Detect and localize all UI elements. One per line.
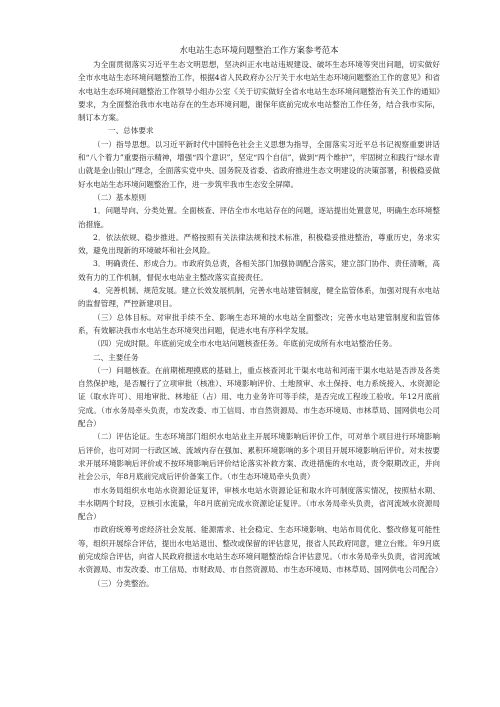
principle-4-paragraph: 4．完善机制、规范发展。建立长效发展机制，完善水电站建管制度，健全监管体系，加强对现有水电站的监督管理，严控新建项目。 bbox=[78, 286, 440, 309]
principle-2-paragraph: 2．依法依规、稳步推进。严格按照有关法律法规和技术标准，积极稳妥推进整治，尊重历史，务求实效，避免出现新的环境破坏和社会风险。 bbox=[78, 232, 440, 256]
section-heading-main-tasks: 二、主要任务 bbox=[93, 352, 139, 362]
principle-1-paragraph: 1．问题导向、分类处置。全面核查、评估全市水电站存在的问题，逐站提出处置意见，明确生态环境整治措施。 bbox=[78, 206, 440, 229]
comprehensive-assessment-paragraph: 市政府统筹考虑经济社会发展、能源需求、社会稳定、生态环境影响、电站布局优化、整改修复可能性等，组织开展综合评估，提出水电站退出、整改或保留的评估意见，报省人民政府同意，建立台账。年9月底前完成综合评估，向省人民政府报送水电站生态环境问题整治综合评估意见。（市水务局牵头负责，省河流域水资源局、市发改委、市工信局、市财政局、市自然资源局、市生态环境局、市林草局、国网供电公司配合） bbox=[78, 525, 443, 575]
overall-goal-paragraph: （三）总体目标。对审批手续不全、影响生态环境的水电站全面整改；完善水电站建管制度和监管体系，有效解决我市水电站生态环境突出问题，促进水电有序科学发展。 bbox=[78, 312, 440, 335]
section-heading-general-requirements: 一、总体要求 bbox=[108, 126, 154, 136]
deadline-paragraph: （四）完成时限。年底前完成全市水电站问题核查任务。年底前完成所有水电站整治任务。 bbox=[93, 339, 397, 349]
guiding-ideology-paragraph: （一）指导思想。以习近平新时代中国特色社会主义思想为指导，全面落实习近平总书记视察重要讲话和“八个着力”重要指示精神，增强“四个意识”，坚定“四个自信”，做到“两个维护”，牢固树立和践行“绿水青山就是金山银山”理念，全面落实党中央、国务院及省委、省政府推进生态文明建设的决策部署，积极稳妥做好水电站生态环境问题整治工作，进一步筑牢我市生态安全屏障。 bbox=[78, 139, 440, 189]
evaluation-paragraph: （二）评估论证。生态环境部门组织水电站业主开展环境影响后评价工作，可对单个项目进行环境影响后评价，也可对同一行政区域、流域内存在强加、累积环境影响的多个项目开展环境影响后评价。对未按要求开展环境影响后评价或不按环境影响后评价结论落实补救方案、改进措施的水电站，责令限期改正，并向社会公示，年8月底前完成后评价备案工作。（市生态环境局牵头负责） bbox=[78, 432, 440, 482]
intro-paragraph: 为全面贯彻落实习近平生态文明思想，坚决纠正水电站违规建设、破坏生态环境等突出问题，切实做好全市水电站生态环境问题整治工作，根据4省人民政府办公厅关于水电站生态环境问题整治工作的意见》和省水电站生态环境问题整治工作领导小组办公室《关于切实做好全省水电站生态环境问题整治有关工作的通知》要求，为全面整治我市水电站存在的生态环境问题，谢保年底前完成水电站整治工作任务，结合我市实际，制订本方案。 bbox=[78, 60, 440, 123]
subheading-basic-principles: （二）基本原则 bbox=[93, 192, 147, 202]
document-title: 水电站生态环境问题整治工作方案参考范本 bbox=[179, 45, 339, 55]
principle-3-paragraph: 3．明确责任、形成合力。市政府负总责，各相关部门加强协调配合落实，建立部门协作、责任清晰，高效有力的工作机制，督促水电站业主整改落实直接责任。 bbox=[78, 259, 440, 282]
problem-verification-paragraph: （一）问题核查。在前期梳理摸底的基础上，重点核查河北干渠水电站和河南干渠水电站是否涉及各类自然保护地，是否履行了立项审批（核准）、环境影响评价、土地预审、水土保持、电力系统接入、水资源论证（取水许可）、用地审批、林地征（占）用、电力业务许可等手续，是否完成工程竣工验收。年12月底前完成。（市水务局牵头负责，市发改委、市工信局、市自然资源局、市生态环境局、市林草局、国网供电公司配合） bbox=[78, 365, 440, 429]
subheading-classified-rectification: （三）分类整治。 bbox=[93, 578, 154, 588]
water-resource-review-paragraph: 市水务局组织水电站水资源论证复评，审核水电站水资源论证和取水许可制度落实情况，按照枯水期、丰水期两个时段，豆核引水流量，年8月底前完成水资源论证复评。（市水务局牵头负责，省河流域水资源局配合） bbox=[78, 485, 440, 522]
